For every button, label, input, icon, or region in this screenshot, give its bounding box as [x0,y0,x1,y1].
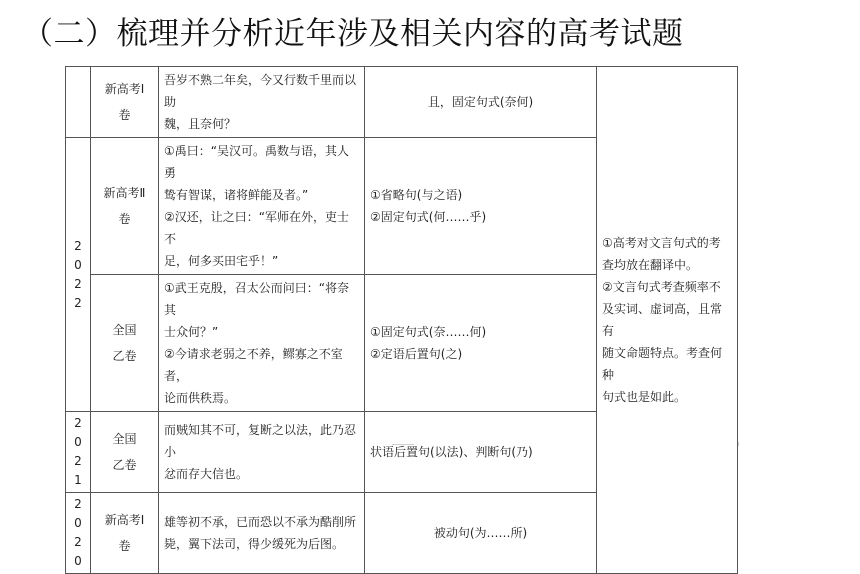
year-cell-2022 [66,138,91,412]
passage-line: ②汉还，让之曰：“军师在外，吏士不 [164,210,349,246]
passage-line: 足，何多买田宅乎！” [164,254,279,268]
paper-cell [91,493,159,574]
paper-label: 新高考Ⅱ [103,186,146,200]
year-cell-2020 [66,493,91,574]
note-line: 随文命题特点。考查何种 [602,346,723,382]
passage-line: 鸷有智谋，诸将鲜能及者。” [164,188,309,202]
exam-questions-table [65,66,738,574]
year-char: 2 [74,535,82,549]
note-line: ①高考对文言句式的考 [602,236,721,250]
paper-label: 卷 [118,108,131,122]
page-footer-mark [392,444,414,447]
syntax-point-cell [365,138,597,275]
passage-line: ①禹曰：“吴汉可。禹数与语，其人勇 [164,144,349,180]
year-char: 0 [74,435,82,449]
year-char: 0 [74,516,82,530]
syntax-point: 被动句(为……所) [433,526,528,540]
syntax-point: 且，固定句式(奈何) [427,95,534,109]
passage-line: ①武王克殷，召太公而问曰：“将奈其 [164,281,349,317]
passage-cell [159,412,365,493]
page-title: （二）梳理并分析近年涉及相关内容的高考试题 [22,16,684,52]
year-char: 2 [74,238,82,253]
passage-cell [159,67,365,138]
passage-line: 士众何？” [164,325,219,339]
passage-line: 魏，且奈何？ [164,117,237,131]
note-line: 句式也是如此。 [602,390,687,404]
year-char: 2 [74,276,82,291]
passage-line: 毙，翼下法司，得少缓死为后图。 [164,537,345,551]
passage-cell [159,275,365,412]
year-char: 2 [74,497,82,511]
syntax-point: ①固定句式(奈……何) [370,325,487,339]
syntax-point: ②固定句式(何……乎) [370,210,487,224]
passage-line: 论而供秩焉。 [164,391,237,405]
year-cell-top [66,67,91,138]
analysis-note-cell [597,67,738,574]
table-row [66,67,738,138]
paper-cell [91,275,159,412]
syntax-point-cell [365,275,597,412]
page-corner-mark [738,442,742,446]
paper-label: 全国 [112,323,137,337]
syntax-point-cell [365,493,597,574]
syntax-point: ②定语后置句(之) [370,347,463,361]
paper-label: 卷 [118,212,131,226]
paper-label: 卷 [118,539,131,553]
paper-label: 新高考Ⅰ [104,513,145,527]
year-cell-2021 [66,412,91,493]
paper-cell [91,412,159,493]
year-char: 2 [74,416,82,430]
note-line: ②文言句式考查频率不 [602,280,721,294]
paper-cell [91,67,159,138]
paper-label: 乙卷 [112,458,137,472]
note-line: 及实词、虚词高，且常有 [602,302,723,338]
year-char: 0 [74,554,82,568]
passage-line: 雄等初不承，已而恐以不承为酷削所 [164,515,357,529]
passage-line: 吾岁不熟二年矣，今又行数千里而以助 [164,73,357,109]
syntax-point: ①省略句(与之语) [370,188,463,202]
paper-cell [91,138,159,275]
year-char: 2 [74,454,82,468]
syntax-point-cell [365,412,597,493]
note-line: 查均放在翻译中。 [602,258,699,272]
passage-line: 忿而存大信也。 [164,467,249,481]
year-char: 0 [74,257,82,272]
passage-cell [159,493,365,574]
paper-label: 全国 [112,432,137,446]
passage-line: 而贼知其不可，复断之以法，此乃忍小 [164,423,357,459]
passage-cell [159,138,365,275]
year-char: 1 [74,473,82,487]
syntax-point-cell [365,67,597,138]
paper-label: 新高考Ⅰ [104,82,145,96]
passage-line: ②今请求老弱之不养，鳏寡之不室者， [164,347,343,383]
year-char: 2 [74,295,82,310]
syntax-point: 状语后置句(以法)、判断句(乃) [370,445,533,459]
paper-label: 乙卷 [112,349,137,363]
